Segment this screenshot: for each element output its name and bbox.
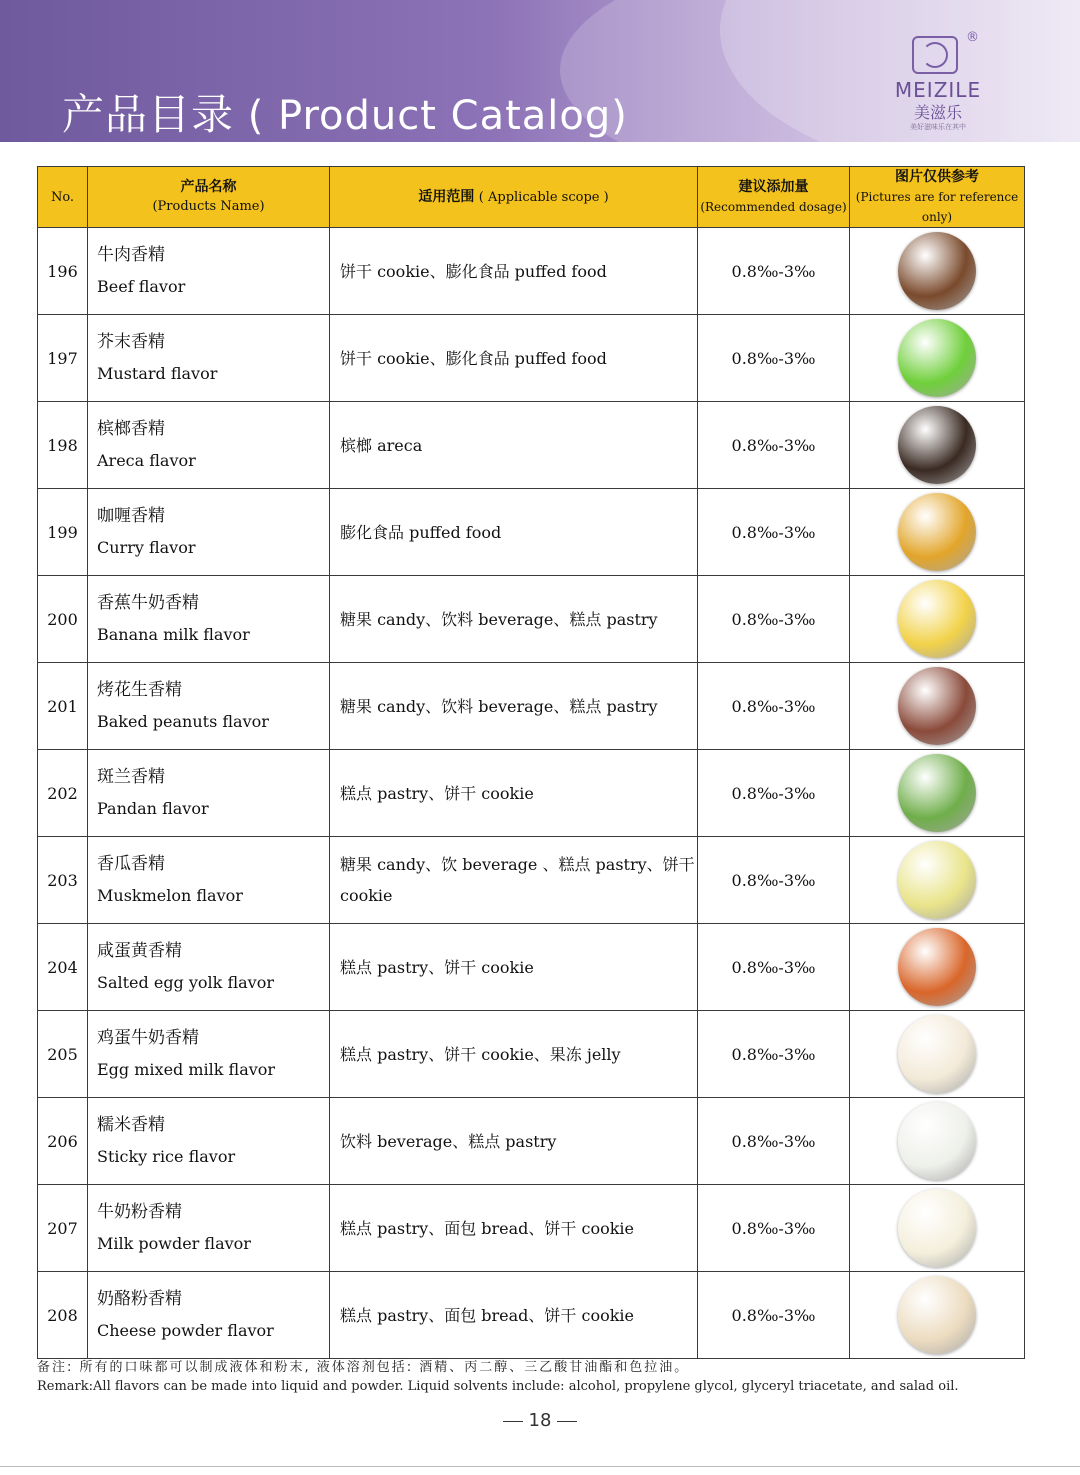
product-name xyxy=(88,750,330,837)
page-header xyxy=(0,0,1080,142)
recommended-dosage: 0.8‰-3‰ xyxy=(698,315,850,402)
product-name-cn: 牛奶粉香精 xyxy=(97,1202,182,1222)
recommended-dosage: 0.8‰-3‰ xyxy=(698,837,850,924)
product-name-en: Beef flavor xyxy=(97,277,186,296)
applicable-scope: 糕点 pastry、面包 bread、饼干 cookie xyxy=(330,1272,698,1359)
product-name-en: Areca flavor xyxy=(97,451,196,470)
page-title xyxy=(62,82,628,142)
peanuts-image xyxy=(898,667,976,745)
recommended-dosage: 0.8‰-3‰ xyxy=(698,750,850,837)
product-name-en: Milk powder flavor xyxy=(97,1234,251,1253)
product-name xyxy=(88,1185,330,1272)
pandan-image xyxy=(898,754,976,832)
product-name xyxy=(88,1098,330,1185)
product-name-en: Salted egg yolk flavor xyxy=(97,973,274,992)
product-name-cn: 咸蛋黄香精 xyxy=(97,941,182,961)
recommended-dosage: 0.8‰-3‰ xyxy=(698,228,850,315)
table-row xyxy=(38,750,1025,837)
product-number: 206 xyxy=(38,1098,88,1185)
product-name xyxy=(88,315,330,402)
product-name-en: Sticky rice flavor xyxy=(97,1147,236,1166)
page-title-cn: 产品目录 xyxy=(62,90,235,139)
product-picture xyxy=(850,663,1025,750)
product-name-en: Muskmelon flavor xyxy=(97,886,243,905)
product-name xyxy=(88,663,330,750)
product-name xyxy=(88,1011,330,1098)
applicable-scope: 糖果 candy、饮料 beverage、糕点 pastry xyxy=(330,663,698,750)
page-title-en: ( Product Catalog) xyxy=(247,93,628,139)
page-number xyxy=(0,1410,1080,1431)
table-row xyxy=(38,315,1025,402)
remark-cn: 备注: 所有的口味都可以制成液体和粉末, 液体溶剂包括: 酒精、丙二醇、三乙酸甘油酯和色拉油。 xyxy=(37,1360,690,1375)
applicable-scope: 槟榔 areca xyxy=(330,402,698,489)
product-name-en: Curry flavor xyxy=(97,538,196,557)
applicable-scope: 糕点 pastry、饼干 cookie xyxy=(330,924,698,1011)
product-name xyxy=(88,402,330,489)
recommended-dosage: 0.8‰-3‰ xyxy=(698,1272,850,1359)
table-row xyxy=(38,663,1025,750)
page-number-dash-right xyxy=(557,1421,577,1422)
banana-milk-image xyxy=(898,580,976,658)
beef-image xyxy=(898,232,976,310)
product-number: 205 xyxy=(38,1011,88,1098)
table-row xyxy=(38,837,1025,924)
table-row xyxy=(38,576,1025,663)
table-row xyxy=(38,402,1025,489)
product-number: 202 xyxy=(38,750,88,837)
table-row xyxy=(38,924,1025,1011)
table-row xyxy=(38,1185,1025,1272)
product-name-en: Mustard flavor xyxy=(97,364,218,383)
product-picture xyxy=(850,750,1025,837)
logo-icon xyxy=(912,36,958,74)
recommended-dosage: 0.8‰-3‰ xyxy=(698,1011,850,1098)
product-name-cn: 糯米香精 xyxy=(97,1115,165,1135)
product-name-cn: 鸡蛋牛奶香精 xyxy=(97,1028,199,1048)
product-number: 200 xyxy=(38,576,88,663)
product-name-cn: 咖喱香精 xyxy=(97,506,165,526)
product-name-cn: 烤花生香精 xyxy=(97,680,182,700)
milk-powder-image xyxy=(898,1189,976,1267)
applicable-scope: 糖果 candy、饮 beverage 、糕点 pastry、饼干 cookie xyxy=(330,837,698,924)
product-name-en: Egg mixed milk flavor xyxy=(97,1060,276,1079)
product-number: 198 xyxy=(38,402,88,489)
header-no: No. xyxy=(38,167,88,228)
mustard-image xyxy=(898,319,976,397)
sticky-rice-image xyxy=(898,1102,976,1180)
product-name xyxy=(88,228,330,315)
page-number-value: 18 xyxy=(528,1410,552,1431)
header-dosage-cn: 建议添加量 xyxy=(738,179,809,195)
page-bottom-line xyxy=(0,1466,1080,1467)
applicable-scope: 膨化食品 puffed food xyxy=(330,489,698,576)
product-name-cn: 奶酪粉香精 xyxy=(97,1289,182,1309)
header-dosage xyxy=(698,167,850,228)
product-picture xyxy=(850,1185,1025,1272)
product-number: 197 xyxy=(38,315,88,402)
brand-slogan: 美好滋味乐在其中 xyxy=(910,123,966,131)
header-scope-en: ( Applicable scope ) xyxy=(478,189,609,205)
product-name-en: Pandan flavor xyxy=(97,799,209,818)
recommended-dosage: 0.8‰-3‰ xyxy=(698,576,850,663)
header-picture xyxy=(850,167,1025,228)
product-picture xyxy=(850,489,1025,576)
applicable-scope: 饮料 beverage、糕点 pastry xyxy=(330,1098,698,1185)
product-picture xyxy=(850,315,1025,402)
product-name xyxy=(88,924,330,1011)
product-name-en: Banana milk flavor xyxy=(97,625,250,644)
remark-en: Remark:All flavors can be made into liquid and powder. Liquid solvents include: alcohol, propylene glycol, glyceryl triacetate, and salad oil. xyxy=(37,1379,959,1394)
areca-image xyxy=(898,406,976,484)
product-catalog-table xyxy=(37,166,1025,1359)
table-row xyxy=(38,1011,1025,1098)
recommended-dosage: 0.8‰-3‰ xyxy=(698,402,850,489)
applicable-scope: 糖果 candy、饮料 beverage、糕点 pastry xyxy=(330,576,698,663)
header-name-en: (Products Name) xyxy=(152,199,265,214)
product-picture xyxy=(850,837,1025,924)
product-number: 207 xyxy=(38,1185,88,1272)
brand-name-en: MEIZILE xyxy=(894,78,982,102)
product-name-en: Cheese powder flavor xyxy=(97,1321,274,1340)
product-number: 203 xyxy=(38,837,88,924)
header-scope-cn: 适用范围 xyxy=(418,188,475,205)
egg-milk-image xyxy=(898,1015,976,1093)
table-row xyxy=(38,1272,1025,1359)
product-name-cn: 斑兰香精 xyxy=(97,767,165,787)
table-row xyxy=(38,1098,1025,1185)
product-name xyxy=(88,576,330,663)
product-picture xyxy=(850,576,1025,663)
product-picture xyxy=(850,1011,1025,1098)
product-name xyxy=(88,1272,330,1359)
product-number: 199 xyxy=(38,489,88,576)
muskmelon-image xyxy=(898,841,976,919)
product-name xyxy=(88,489,330,576)
product-picture xyxy=(850,402,1025,489)
product-picture xyxy=(850,1098,1025,1185)
product-name-cn: 牛肉香精 xyxy=(97,245,165,265)
applicable-scope: 饼干 cookie、膨化食品 puffed food xyxy=(330,228,698,315)
table-row xyxy=(38,489,1025,576)
product-picture xyxy=(850,924,1025,1011)
recommended-dosage: 0.8‰-3‰ xyxy=(698,1098,850,1185)
applicable-scope: 糕点 pastry、面包 bread、饼干 cookie xyxy=(330,1185,698,1272)
remark-note xyxy=(37,1358,1037,1396)
product-name-en: Baked peanuts flavor xyxy=(97,712,269,731)
egg-yolk-image xyxy=(898,928,976,1006)
curry-image xyxy=(898,493,976,571)
brand-name-cn: 美滋乐 xyxy=(913,103,962,122)
header-picture-en: (Pictures are for reference only) xyxy=(855,190,1019,224)
product-picture xyxy=(850,1272,1025,1359)
recommended-dosage: 0.8‰-3‰ xyxy=(698,1185,850,1272)
product-name-cn: 香瓜香精 xyxy=(97,854,165,874)
page-number-dash-left xyxy=(503,1421,523,1422)
applicable-scope: 糕点 pastry、饼干 cookie、果冻 jelly xyxy=(330,1011,698,1098)
product-name-cn: 槟榔香精 xyxy=(97,419,165,439)
header-name-cn: 产品名称 xyxy=(180,179,237,195)
product-number: 201 xyxy=(38,663,88,750)
header-scope xyxy=(330,167,698,228)
recommended-dosage: 0.8‰-3‰ xyxy=(698,924,850,1011)
table-row xyxy=(38,228,1025,315)
recommended-dosage: 0.8‰-3‰ xyxy=(698,489,850,576)
product-picture xyxy=(850,228,1025,315)
header-product-name xyxy=(88,167,330,228)
brand-logo xyxy=(876,26,1006,138)
product-number: 196 xyxy=(38,228,88,315)
header-picture-cn: 图片仅供参考 xyxy=(895,169,979,185)
product-name-cn: 芥末香精 xyxy=(97,332,165,352)
applicable-scope: 糕点 pastry、饼干 cookie xyxy=(330,750,698,837)
recommended-dosage: 0.8‰-3‰ xyxy=(698,663,850,750)
table-header-row xyxy=(38,167,1025,228)
cheese-powder-image xyxy=(898,1276,976,1354)
registered-mark: ® xyxy=(966,30,979,45)
product-name xyxy=(88,837,330,924)
header-dosage-en: (Recommended dosage) xyxy=(700,200,847,214)
product-number: 208 xyxy=(38,1272,88,1359)
product-number: 204 xyxy=(38,924,88,1011)
applicable-scope: 饼干 cookie、膨化食品 puffed food xyxy=(330,315,698,402)
product-name-cn: 香蕉牛奶香精 xyxy=(97,593,199,613)
